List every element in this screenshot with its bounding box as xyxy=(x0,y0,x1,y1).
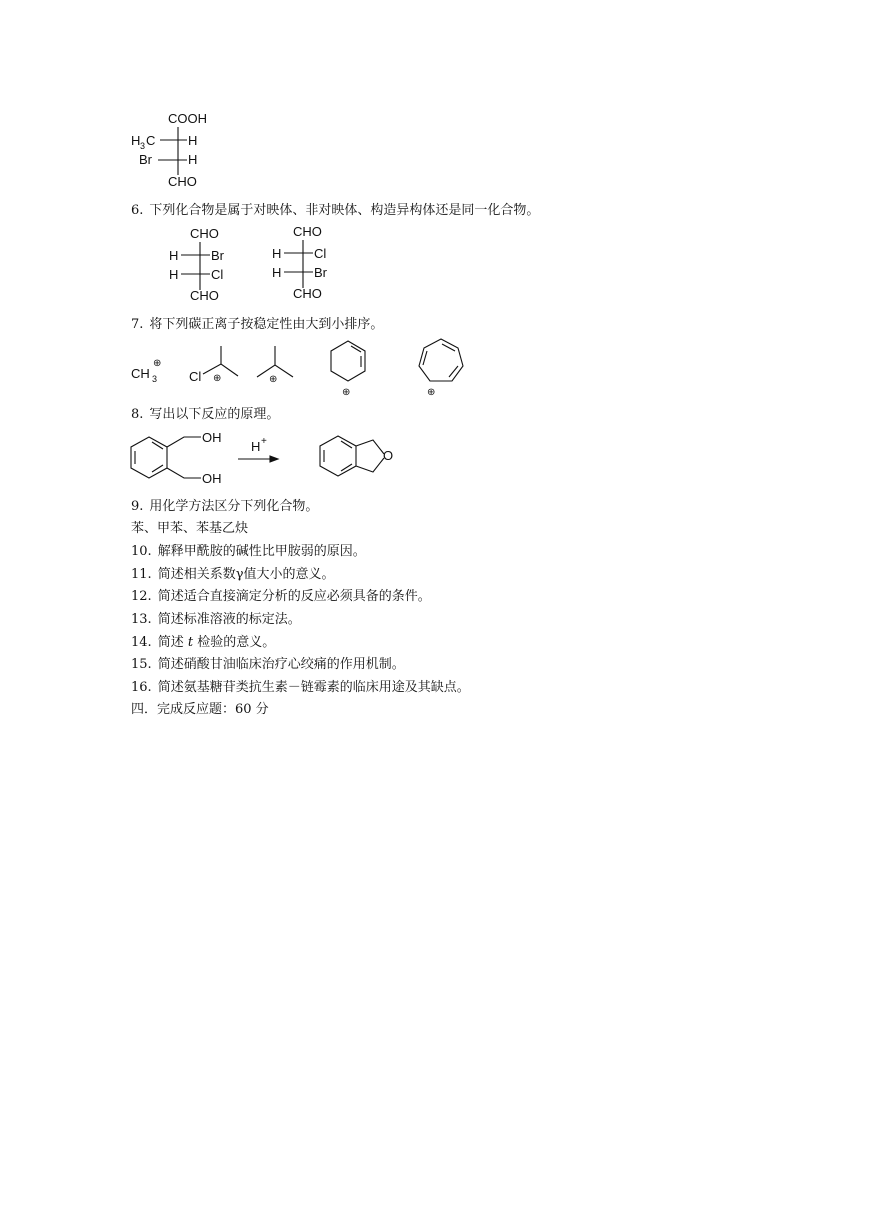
question-8 xyxy=(131,403,279,422)
tropylium-plus: ⊕ xyxy=(427,387,436,398)
fischer-right1: H xyxy=(188,133,198,148)
methyl-ch: CH xyxy=(131,366,150,381)
fischer-left1-sub: 3 xyxy=(140,141,146,151)
question-number: 15. xyxy=(131,657,152,672)
question-text-pre: 简述 xyxy=(157,635,188,650)
question-text: 简述标准溶液的标定法。 xyxy=(157,612,301,627)
q7-cyclohexadienyl-cation xyxy=(331,341,365,398)
question-9-compounds xyxy=(131,517,248,536)
q7-isopropyl-cation xyxy=(257,346,293,385)
q6b-r2: Br xyxy=(314,265,327,280)
isopropyl-plus: ⊕ xyxy=(269,374,278,385)
q6-structure-b xyxy=(272,224,328,301)
question-text: 下列化合物是属于对映体、非对映体、构造异构体还是同一化合物。 xyxy=(149,203,540,218)
question-text: 将下列碳正离子按稳定性由大到小排序。 xyxy=(149,317,384,332)
question-13 xyxy=(131,608,301,627)
q6a-l1: H xyxy=(169,248,179,263)
chloro-label: Cl xyxy=(189,369,202,384)
fischer-left1-h: H xyxy=(131,133,141,148)
methyl-sub: 3 xyxy=(152,374,158,384)
q7-chloro-isopropyl-cation xyxy=(189,346,238,384)
q6-structure-a xyxy=(169,226,225,303)
question-text: 简述相关系数γ值大小的意义。 xyxy=(157,567,335,582)
question-text: 解释甲酰胺的碱性比甲胺弱的原因。 xyxy=(157,544,366,559)
question-text: 苯、甲苯、苯基乙炔 xyxy=(131,521,249,536)
q8-arrow xyxy=(238,436,278,462)
q6a-r1: Br xyxy=(211,248,224,263)
q6a-bottom: CHO xyxy=(190,288,219,303)
question-text: 简述硝酸甘油临床治疗心绞痛的作用机制。 xyxy=(157,657,405,672)
fischer-left2: Br xyxy=(139,152,152,167)
question-number: 13. xyxy=(131,612,152,627)
question-number: 12. xyxy=(131,589,152,604)
q7-methyl-cation xyxy=(131,358,161,384)
question-number: 14. xyxy=(131,635,152,650)
question-text: 用化学方法区分下列化合物。 xyxy=(149,499,319,514)
question-12 xyxy=(131,585,431,604)
fischer-bottom-group: CHO xyxy=(168,174,197,189)
question-text: 写出以下反应的原理。 xyxy=(149,407,280,422)
question-text-post: 检验的意义。 xyxy=(193,635,276,650)
question-number: 7. xyxy=(131,317,144,332)
chloro-cation-plus: ⊕ xyxy=(213,373,222,384)
question-6 xyxy=(131,199,539,218)
q6b-top: CHO xyxy=(293,224,322,239)
question-number: 10. xyxy=(131,544,152,559)
q6b-l2: H xyxy=(272,265,282,280)
q7-tropylium-cation xyxy=(419,339,463,398)
oh-top: OH xyxy=(202,430,222,445)
question-15 xyxy=(131,653,405,672)
q8-product-phthalan xyxy=(320,436,393,476)
question-16 xyxy=(131,676,470,695)
question-10 xyxy=(131,540,366,559)
question-14 xyxy=(131,631,275,650)
question-text: 简述适合直接滴定分析的反应必须具备的条件。 xyxy=(157,589,431,604)
q6a-l2: H xyxy=(169,267,179,282)
q6b-bottom: CHO xyxy=(293,286,322,301)
section-heading-text: 四．完成反应题：60 分 xyxy=(131,702,269,717)
acid-reagent-charge: + xyxy=(261,436,267,447)
ring-oxygen: O xyxy=(383,448,394,463)
question-number: 16. xyxy=(131,680,152,695)
methyl-plus: ⊕ xyxy=(153,358,162,369)
oh-bottom: OH xyxy=(202,471,222,486)
acid-reagent: H xyxy=(251,439,261,454)
t-variable: t xyxy=(187,635,194,650)
question-9 xyxy=(131,495,318,514)
question-7 xyxy=(131,313,383,332)
q6a-r2: Cl xyxy=(211,267,224,282)
question-number: 9. xyxy=(131,499,144,514)
fischer-right2: H xyxy=(188,152,198,167)
fischer-projection-top xyxy=(131,111,207,189)
question-number: 11. xyxy=(131,567,152,582)
q6a-top: CHO xyxy=(190,226,219,241)
q6b-l1: H xyxy=(272,246,282,261)
fischer-top-group: COOH xyxy=(168,111,207,126)
question-text: 简述氨基糖苷类抗生素－链霉素的临床用途及其缺点。 xyxy=(157,680,470,695)
question-number: 6. xyxy=(131,203,144,218)
q6b-r1: Cl xyxy=(314,246,327,261)
fischer-left1-c: C xyxy=(146,133,156,148)
question-11 xyxy=(131,563,334,582)
cyclohexadienyl-plus: ⊕ xyxy=(342,387,351,398)
question-number: 8. xyxy=(131,407,144,422)
q8-reactant-diol xyxy=(131,430,222,486)
section-four-heading xyxy=(131,698,269,717)
